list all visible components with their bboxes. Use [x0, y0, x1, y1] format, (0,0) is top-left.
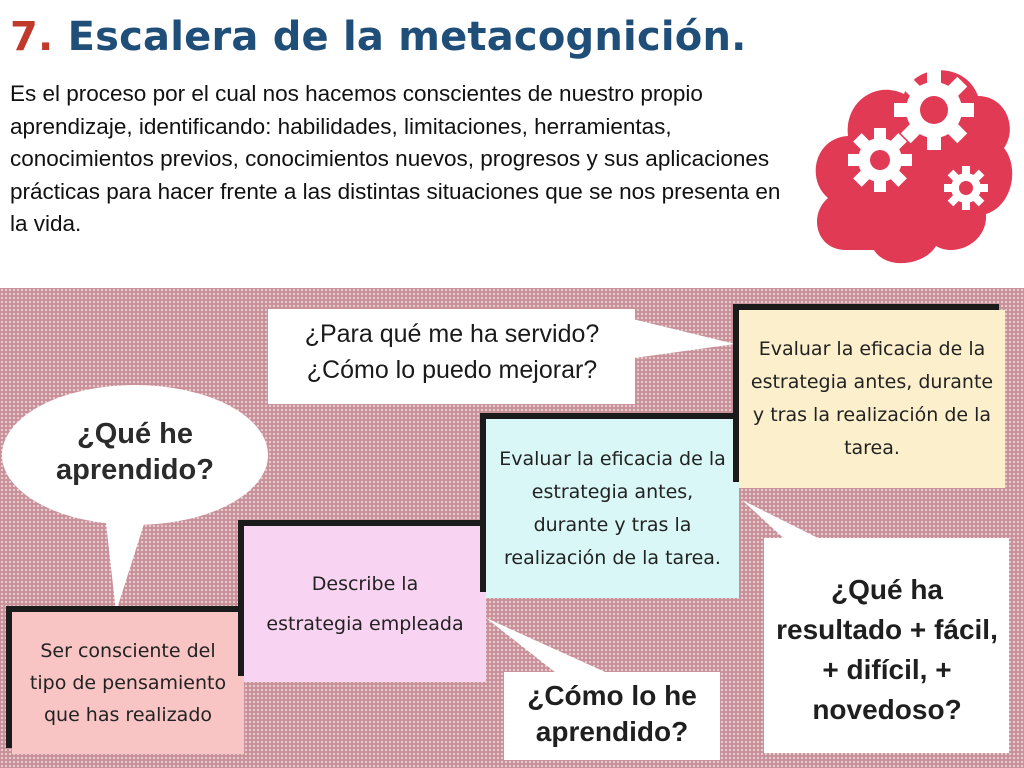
step-3-text: Evaluar la eficacia de la estrategia antes, durante y tras la realización de la tarea.: [499, 447, 726, 569]
intro-paragraph: Es el proceso por el cual nos hacemos conscientes de nuestro propio aprendizaje, identificando: habilidades, limitaciones, herramientas, conocimientos previos, conocimientos nuevos, progresos y sus aplicaciones prácticas para hacer frente a las distintas situaciones que se nos presenta en la vida.: [10, 81, 781, 236]
bubble-para-que: ¿Para qué me ha servido? ¿Cómo lo puedo mejorar?: [304, 320, 600, 384]
bubble-que-he-aprendido: ¿Qué he aprendido?: [56, 418, 214, 486]
title-number: 7.: [10, 14, 54, 60]
step-4-text: Evaluar la eficacia de la estrategia antes, durante y tras la realización de la tarea.: [750, 338, 994, 459]
bubble-como-lo-he-aprendido: ¿Cómo lo he aprendido?: [527, 680, 697, 747]
title-text: Escalera de la metacognición.: [67, 14, 747, 60]
step-1-text: Ser consciente del tipo de pensamiento que has realizado: [29, 640, 227, 726]
bubble-que-ha-resultado: ¿Qué ha resultado + fácil, + difícil, + novedoso?: [776, 574, 998, 725]
step-4-box: [739, 310, 1005, 488]
step-1-box: [12, 612, 244, 754]
step-2-box: [244, 526, 486, 682]
step-2-text: Describe la estrategia empleada: [266, 573, 464, 635]
step-3-box: [486, 419, 739, 598]
